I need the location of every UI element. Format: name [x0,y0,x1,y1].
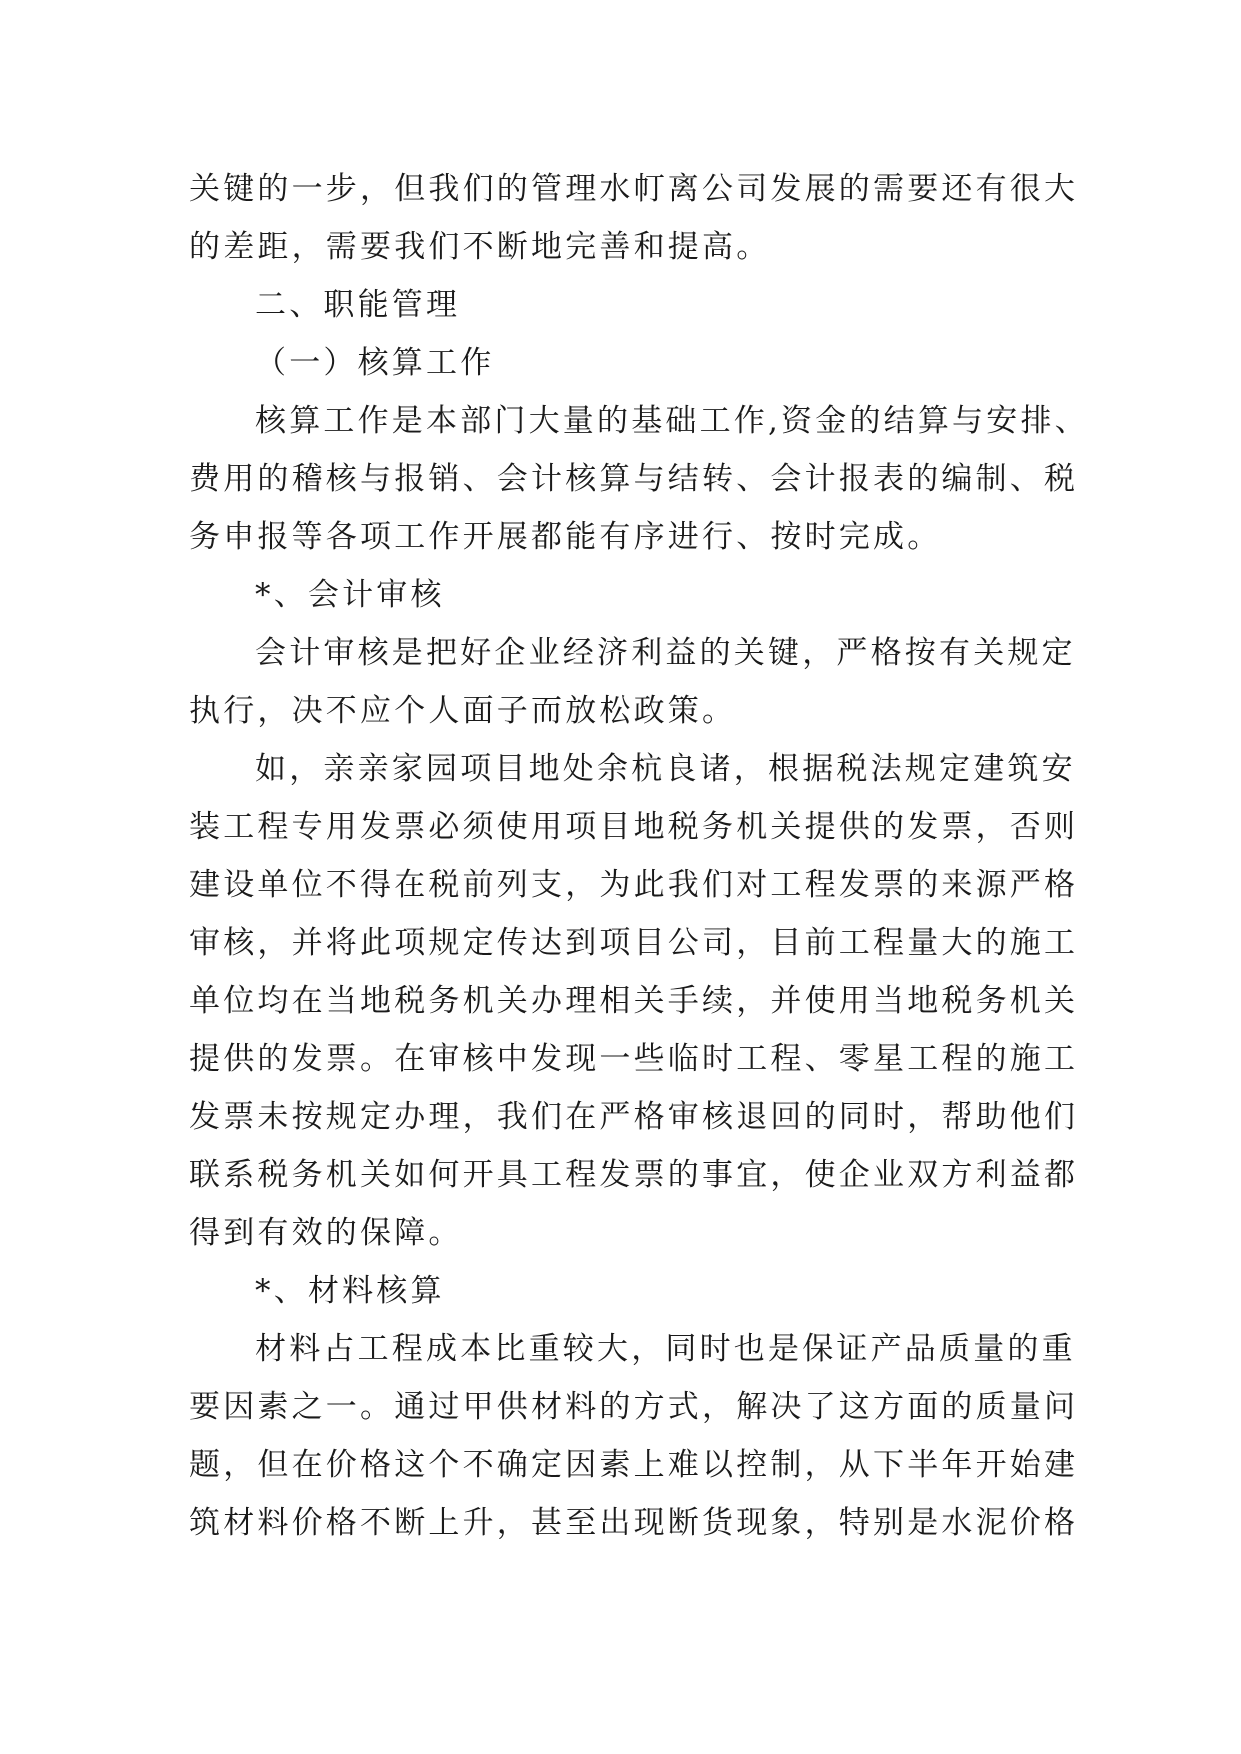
section-heading: 二、职能管理 [255,287,461,323]
body-line: 材料占工程成本比重较大，同时也是保证产品质量的重 [255,1331,1076,1367]
body-line: 的差距，需要我们不断地完善和提高。 [189,229,771,265]
body-line: 装工程专用发票必须使用项目地税务机关提供的发票，否则 [189,809,1079,845]
body-line: 提供的发票。在审核中发现一些临时工程、零星工程的施工 [189,1041,1079,1077]
body-line: 单位均在当地税务机关办理相关手续，并使用当地税务机关 [189,983,1079,1019]
body-line: 审核，并将此项规定传达到项目公司，目前工程量大的施工 [189,925,1079,961]
body-line: 发票未按规定办理，我们在严格审核退回的同时，帮助他们 [189,1099,1079,1135]
body-line: 务申报等各项工作开展都能有序进行、按时完成。 [189,519,942,555]
body-line: 要因素之一。通过甲供材料的方式，解决了这方面的质量问 [189,1389,1079,1425]
item-heading: *、会计审核 [255,577,445,613]
body-line: 建设单位不得在税前列支，为此我们对工程发票的来源严格 [189,867,1079,903]
body-line: 筑材料价格不断上升，甚至出现断货现象，特别是水泥价格 [189,1505,1079,1541]
body-line: 联系税务机关如何开具工程发票的事宜，使企业双方利益都 [189,1157,1079,1193]
body-line: 题，但在价格这个不确定因素上难以控制，从下半年开始建 [189,1447,1079,1483]
item-heading: *、材料核算 [255,1273,445,1309]
subsection-heading: （一）核算工作 [255,345,495,381]
body-line: 得到有效的保障。 [189,1215,463,1251]
body-line: 关键的一步，但我们的管理水帄离公司发展的需要还有很大 [189,171,1079,207]
body-line: 会计审核是把好企业经济利益的关键，严格按有关规定 [255,635,1076,671]
body-line: 执行，决不应个人面子而放松政策。 [189,693,737,729]
body-line: 核算工作是本部门大量的基础工作,资金的结算与安排、 [255,403,1089,439]
body-line: 如，亲亲家园项目地处余杭良诸，根据税法规定建筑安 [255,751,1076,787]
document-body [189,160,1089,1552]
body-line: 费用的稽核与报销、会计核算与结转、会计报表的编制、税 [189,461,1079,497]
